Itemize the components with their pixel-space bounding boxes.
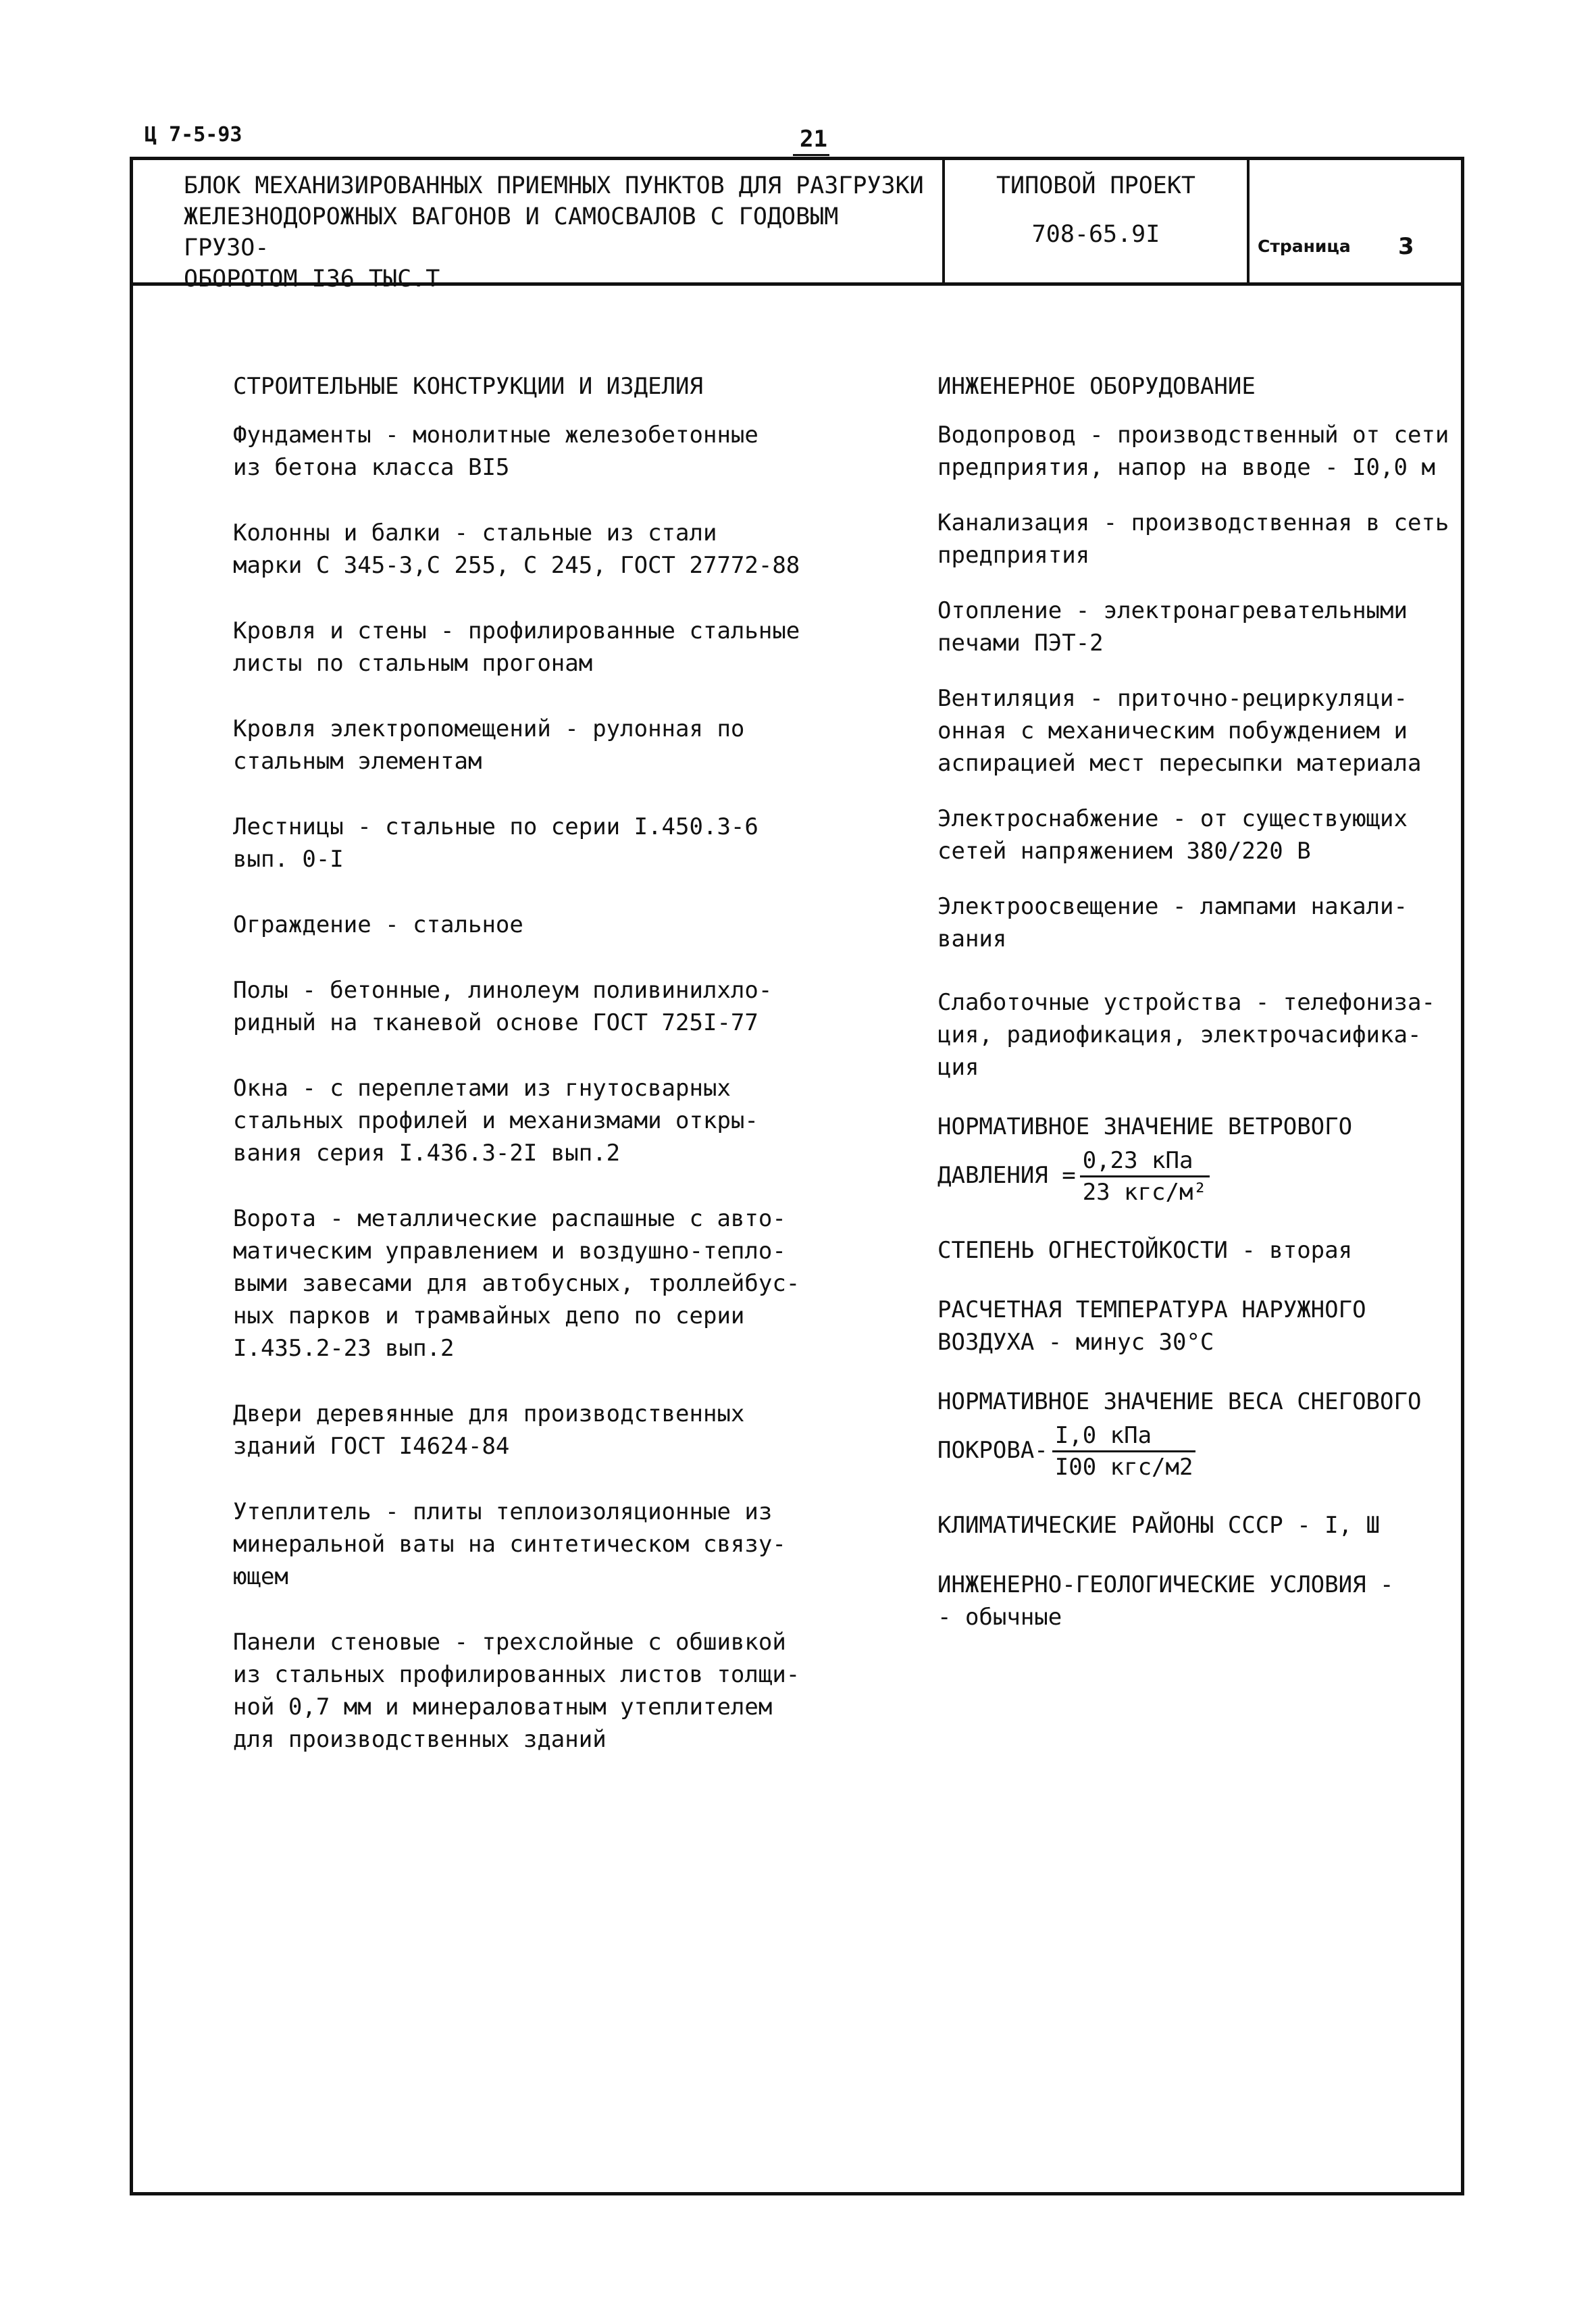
sheet-value: 3: [1398, 233, 1414, 260]
snow-load-numerator: I,0 кПа: [1052, 1421, 1196, 1452]
list-item: Лестницы - стальные по серии I.450.3-6 вып. 0-I: [233, 813, 758, 873]
sheet-label: Страница: [1258, 236, 1351, 256]
list-item: Двери деревянные для производственных зданий ГОСТ I4624-84: [233, 1400, 745, 1460]
wind-pressure-numerator: 0,23 кПа: [1080, 1146, 1210, 1177]
snow-load-prefix: ПОКРОВА-: [937, 1437, 1048, 1464]
wind-pressure-title: НОРМАТИВНОЕ ЗНАЧЕНИЕ ВЕТРОВОГО: [937, 1113, 1353, 1140]
document-title: БЛОК МЕХАНИЗИРОВАННЫХ ПРИЕМНЫХ ПУНКТОВ ДЛЯ РАЗГРУЗКИ ЖЕЛЕЗНОДОРОЖНЫХ ВАГОНОВ И САМОСВАЛОВ С ГОДОВЫМ ГРУЗО- ОБОРОТОМ I36 ТЫС.Т: [184, 172, 924, 293]
list-item: Водопровод - производственный от сети предприятия, напор на вводе - I0,0 м: [937, 422, 1449, 481]
wind-pressure-denominator: 23 кгс/м²: [1082, 1179, 1207, 1206]
wind-pressure-prefix: ДАВЛЕНИЯ =: [937, 1162, 1076, 1189]
design-temperature: РАСЧЕТНАЯ ТЕМПЕРАТУРА НАРУЖНОГО ВОЗДУХА - минус 30°С: [937, 1296, 1366, 1356]
geological-conditions: ИНЖЕНЕРНО-ГЕОЛОГИЧЕСКИЕ УСЛОВИЯ - - обычные: [937, 1571, 1394, 1631]
list-item: Колонны и балки - стальные из стали марки С 345-3,С 255, С 245, ГОСТ 27772-88: [233, 519, 800, 579]
list-item: Фундаменты - монолитные железобетонные из бетона класса BI5: [233, 422, 758, 481]
page-number-underline: [793, 154, 829, 156]
list-item: Вентиляция - приточно-рециркуляци- онная с механическим побуждением и аспирацией мест пересыпки материала: [937, 685, 1422, 777]
left-column: [233, 370, 841, 1789]
header-divider-vertical-2: [1247, 157, 1250, 286]
list-item: Электроосвещение - лампами накали- вания: [937, 893, 1408, 952]
snow-load-fraction: [1052, 1421, 1196, 1482]
list-item: Электроснабжение - от существующих сетей напряжением 380/220 В: [937, 805, 1408, 865]
list-item: Кровля электропомещений - рулонная по стальным элементам: [233, 715, 745, 775]
list-item: Ворота - металлические распашные с авто- матическим управлением и воздушно-тепло- выми завесами для автобусных, троллейбус- ных парков и трамвайных депо по серии I.435.2-23 вып.2: [233, 1205, 800, 1362]
wind-pressure-fraction: [1080, 1146, 1210, 1207]
page-number: 21: [800, 126, 827, 153]
list-item: Ограждение - стальное: [233, 911, 523, 938]
list-item: Утеплитель - плиты теплоизоляционные из минеральной ваты на синтетическом связу- ющем: [233, 1498, 786, 1590]
snow-load-block: [937, 1386, 1451, 1482]
list-item: Полы - бетонные, линолеум поливинилхло- ридный на тканевой основе ГОСТ 725I-77: [233, 977, 773, 1036]
project-label: ТИПОВОЙ ПРОЕКТ: [996, 172, 1195, 199]
snow-load-denominator: I00 кгс/м2: [1054, 1454, 1193, 1481]
list-item: Канализация - производственная в сеть предприятия: [937, 509, 1449, 569]
climate-regions: КЛИМАТИЧЕСКИЕ РАЙОНЫ СССР - I, Ш: [937, 1512, 1381, 1539]
snow-load-title: НОРМАТИВНОЕ ЗНАЧЕНИЕ ВЕСА СНЕГОВОГО: [937, 1388, 1422, 1415]
list-item: Панели стеновые - трехслойные с обшивкой из стальных профилированных листов толщи- ной 0,7 мм и минераловатным утеплителем для производственных зданий: [233, 1629, 800, 1753]
list-item: Кровля и стены - профилированные стальные листы по стальным прогонам: [233, 617, 800, 677]
right-column: [937, 370, 1451, 1667]
left-heading: СТРОИТЕЛЬНЫЕ КОНСТРУКЦИИ И ИЗДЕЛИЯ: [233, 373, 703, 400]
right-heading: ИНЖЕНЕРНОЕ ОБОРУДОВАНИЕ: [937, 373, 1256, 400]
list-item: Окна - с переплетами из гнутосварных стальных профилей и механизмами откры- вания серия I.436.3-2I вып.2: [233, 1075, 758, 1167]
document-code: Ц 7-5-93: [145, 123, 242, 147]
list-item: Отопление - электронагревательными печами ПЭТ-2: [937, 597, 1408, 657]
wind-pressure-block: [937, 1111, 1451, 1207]
list-item: Слаботочные устройства - телефониза- ция, радиофикация, электрочасифика- ция: [937, 989, 1435, 1081]
fire-resistance: СТЕПЕНЬ ОГНЕСТОЙКОСТИ - вторая: [937, 1237, 1353, 1264]
project-code: 708-65.9I: [1031, 221, 1160, 248]
